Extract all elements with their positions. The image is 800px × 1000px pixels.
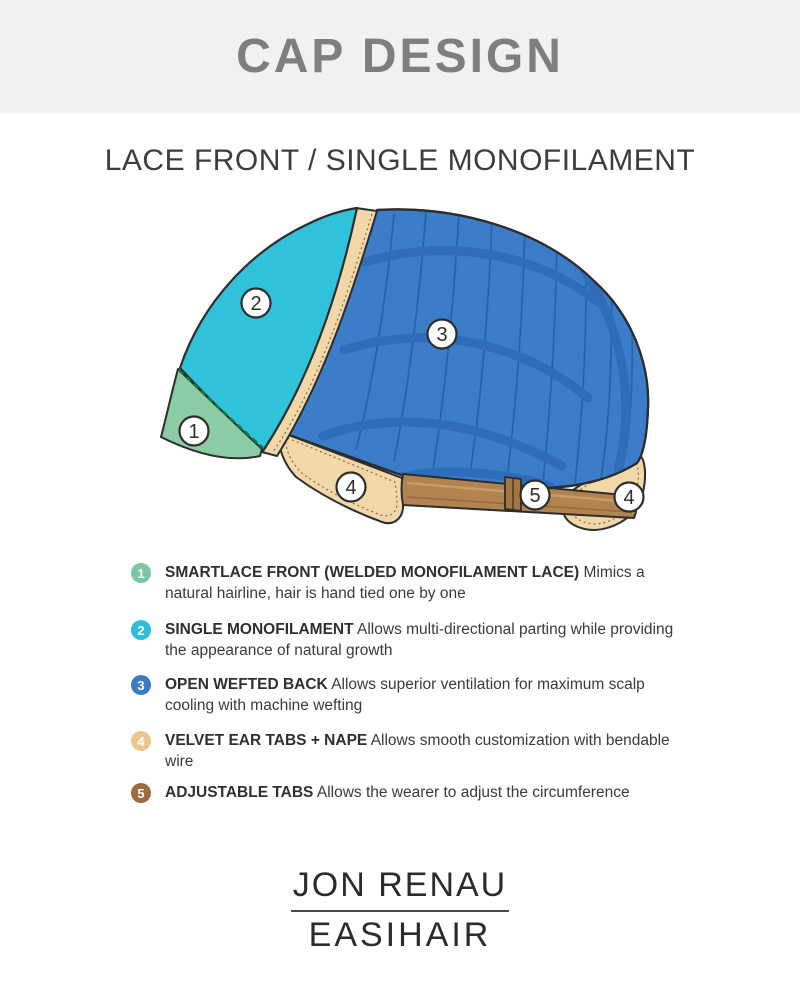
legend-item-adjustable-tabs <box>131 782 691 803</box>
legend-title-2: SINGLE MONOFILAMENT <box>165 621 354 638</box>
legend-desc-4: Allows smooth customization with bendable wire <box>165 732 670 770</box>
legend-desc-5: Allows the wearer to adjust the circumference <box>313 784 630 801</box>
callout-4-right <box>615 483 644 512</box>
page-title: CAP DESIGN <box>236 30 564 83</box>
legend-text-3 <box>165 674 692 716</box>
callout-3-number: 3 <box>436 324 448 346</box>
callout-2 <box>242 289 271 318</box>
legend-title-5: ADJUSTABLE TABS <box>165 784 314 801</box>
diagram-subtitle: LACE FRONT / SINGLE MONOFILAMENT <box>104 144 696 177</box>
brand-divider <box>291 910 509 912</box>
callout-4-right-number: 4 <box>623 487 635 509</box>
legend-badge-5: 5 <box>131 783 151 803</box>
legend-title-3: OPEN WEFTED BACK <box>165 676 328 693</box>
legend-badge-1: 1 <box>131 563 151 583</box>
callout-4-left <box>337 473 366 502</box>
callout-5-number: 5 <box>529 485 541 507</box>
brand-name: JON RENAU <box>292 866 508 904</box>
legend-badge-4: 4 <box>131 731 151 751</box>
legend-desc-2: Allows multi-directional parting while providing the appearance of natural growth <box>165 621 674 659</box>
header-bar <box>0 0 800 113</box>
legend-text-4 <box>165 730 692 772</box>
callout-4-left-number: 4 <box>345 477 357 499</box>
callout-1 <box>180 417 209 446</box>
callout-2-number: 2 <box>250 293 262 315</box>
legend-text-5 <box>165 782 692 803</box>
legend-item-open-wefted-back <box>131 674 691 716</box>
legend-badge-2: 2 <box>131 620 151 640</box>
legend-title-1: SMARTLACE FRONT (WELDED MONOFILAMENT LACE) <box>165 564 580 581</box>
legend-text-2 <box>165 619 692 661</box>
brand-logo <box>0 866 800 955</box>
legend-item-smartlace-front <box>131 562 691 604</box>
wig-cap-diagram <box>140 190 680 550</box>
legend-item-velvet-ear-tabs <box>131 730 691 772</box>
callout-3 <box>428 320 457 349</box>
brand-subname: EASIHAIR <box>308 916 492 954</box>
legend-item-single-monofilament <box>131 619 691 661</box>
legend-desc-3: Allows superior ventilation for maximum scalp cooling with machine wefting <box>165 676 645 714</box>
legend-badge-3: 3 <box>131 675 151 695</box>
callout-1-number: 1 <box>188 421 200 443</box>
legend-desc-1: Mimics a natural hairline, hair is hand tied one by one <box>165 564 645 602</box>
legend-title-4: VELVET EAR TABS + NAPE <box>165 732 368 749</box>
callout-5 <box>521 481 550 510</box>
legend-text-1 <box>165 562 692 604</box>
